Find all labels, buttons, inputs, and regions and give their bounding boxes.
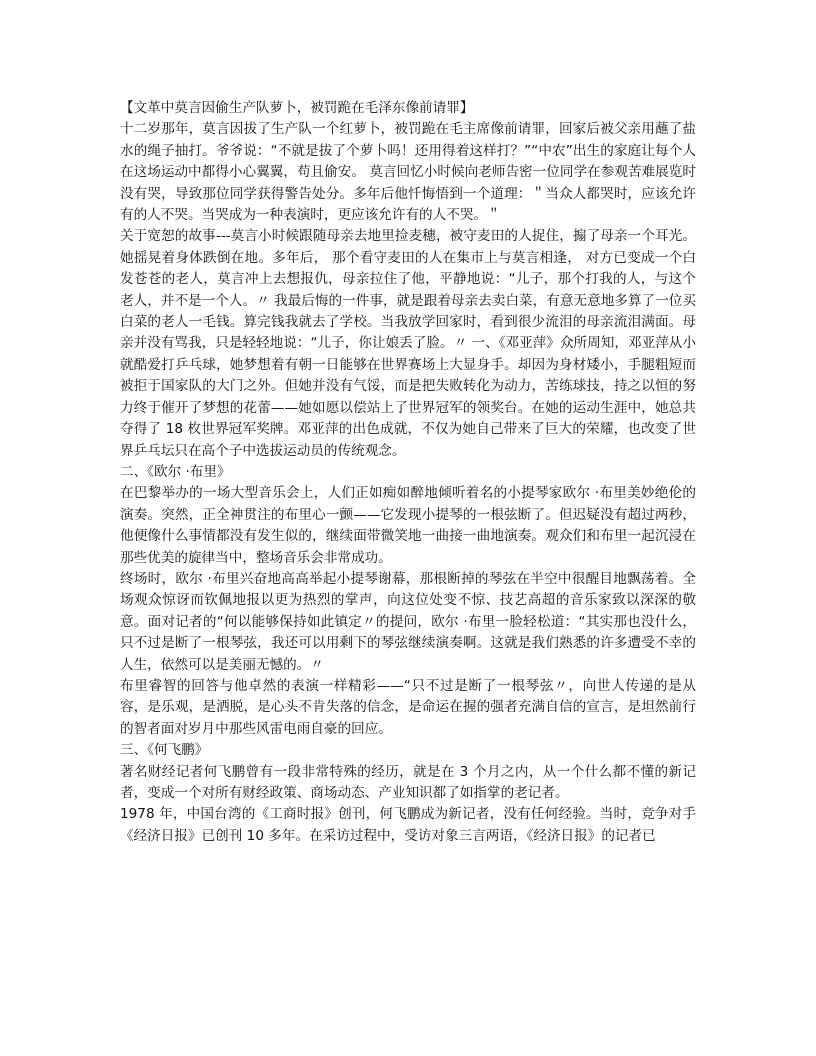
paragraph-forgiveness-deng-yaping: 关于宽恕的故事---莫言小时候跟随母亲去地里捡麦穗，被守麦田的人捉住，搧了母亲一个耳光。她摇晃着身体跌倒在地。多年后， 那个看守麦田的人在集市上与莫言相逢， 对方已变成一个白发苍苍的老人，莫言冲上去想报仇，母亲拉住了他，平静地说：“儿子，那个打我的人，与这个老人，并不是一个人。〃 我最后悔的一件事，就是跟着母亲去卖白菜，有意无意地多算了一位买白菜的老人一毛钱。算完钱我就去了学校。当我放学回家时，看到很少流泪的母亲流泪满面。母亲并没有骂我，只是轻轻地说：“儿子，你让娘丢了脸。〃 一、《邓亚萍》众所周知，邓亚萍从小就酷爱打乒乓球，她梦想着有朝一日能够在世界赛场上大显身手。却因为身材矮小，手腿粗短而被拒于国家队的大门之外。但她并没有气馁，而是把失败转化为动力，苦练球技，持之以恒的努力终于催开了梦想的花蕾——她如愿以偿站上了世界冠军的领奖台。在她的运动生涯中，她总共夺得了 18 枚世界冠军奖牌。邓亚萍的出色成就，不仅为她自己带来了巨大的荣耀，也改变了世界乒乓坛只在高个子中选拔运动员的传统观念。	[120, 228, 696, 459]
document-body	[120, 98, 696, 847]
paragraph-concert: 在巴黎举办的一场大型音乐会上，人们正如痴如醉地倾听着名的小提琴家欧尔 ·布里美妙绝伦的演奏。突然，正全神贯注的布里心一颤——它发现小提琴的一根弦断了。但迟疑没有超过两秒，他便像什么事情都没有发生似的，继续面带微笑地一曲接一曲地演奏。观众们和布里一起沉浸在那些优美的旋律当中，整场音乐会非常成功。	[120, 485, 696, 566]
paragraph-financial-reporter: 著名财经记者何飞鹏曾有一段非常特殊的经历，就是在 3 个月之内，从一个什么都不懂的新记者，变成一个对所有财经政策、商场动态、产业知识都了如指掌的老记者。	[120, 763, 696, 801]
article-title: 【文革中莫言因偷生产队萝卜，被罚跪在毛泽东像前请罪】	[120, 100, 474, 116]
section-heading-ole-bull: 二、《欧尔 ·布里》	[120, 463, 231, 480]
paragraph-wise-answer: 布里睿智的回答与他卓然的表演一样精彩——“只不过是断了一根琴弦〃，向世人传递的是从容，是乐观，是洒脱，是心头不肯失落的信念，是命运在握的强者充满自信的宣言，是坦然前行的智者面对岁月中那些风雷电雨自豪的回应。	[120, 677, 696, 737]
section-heading-he-feipeng: 三、《何飞鹏》	[120, 742, 209, 759]
paragraph-mo-yan-radish: 十二岁那年，莫言因拔了生产队一个红萝卜，被罚跪在毛主席像前请罪，回家后被父亲用蘸了盐水的绳子抽打。爷爷说：“不就是拔了个萝卜吗！还用得着这样打？”“中农”出生的家庭让每个人在这场运动中都得小心翼翼，苟且偷安。 莫言回忆小时候向老师告密一位同学在参观苦难展览时没有哭，导致那位同学获得警告处分。多年后他忏悔悟到一个道理：＂当众人都哭时，应该允许有的人不哭。当哭成为一种表演时，更应该允许有的人不哭。＂	[120, 121, 696, 224]
paragraph-curtain-call: 终场时，欧尔 ·布里兴奋地高高举起小提琴谢幕，那根断掉的琴弦在半空中很醒目地飘荡着。全场观众惊讶而钦佩地报以更为热烈的掌声，向这位处变不惊、技艺高超的音乐家致以深深的敬意。面对记者的“何以能够保持如此镇定〃的提问，欧尔 ·布里一脸轻松道：“其实那也没什么，只不过是断了一根琴弦，我还可以用剩下的琴弦继续演奏啊。这就是我们熟悉的许多遭受不幸的人生，依然可以是美丽无憾的。〃	[120, 570, 696, 673]
paragraph-1978: 1978 年，中国台湾的《工商时报》创刊，何飞鹏成为新记者，没有任何经验。当时，竞争对手《经济日报》已创刊 10 多年。在采访过程中，受访对象三言两语，《经济日报》的记者已	[120, 806, 696, 844]
